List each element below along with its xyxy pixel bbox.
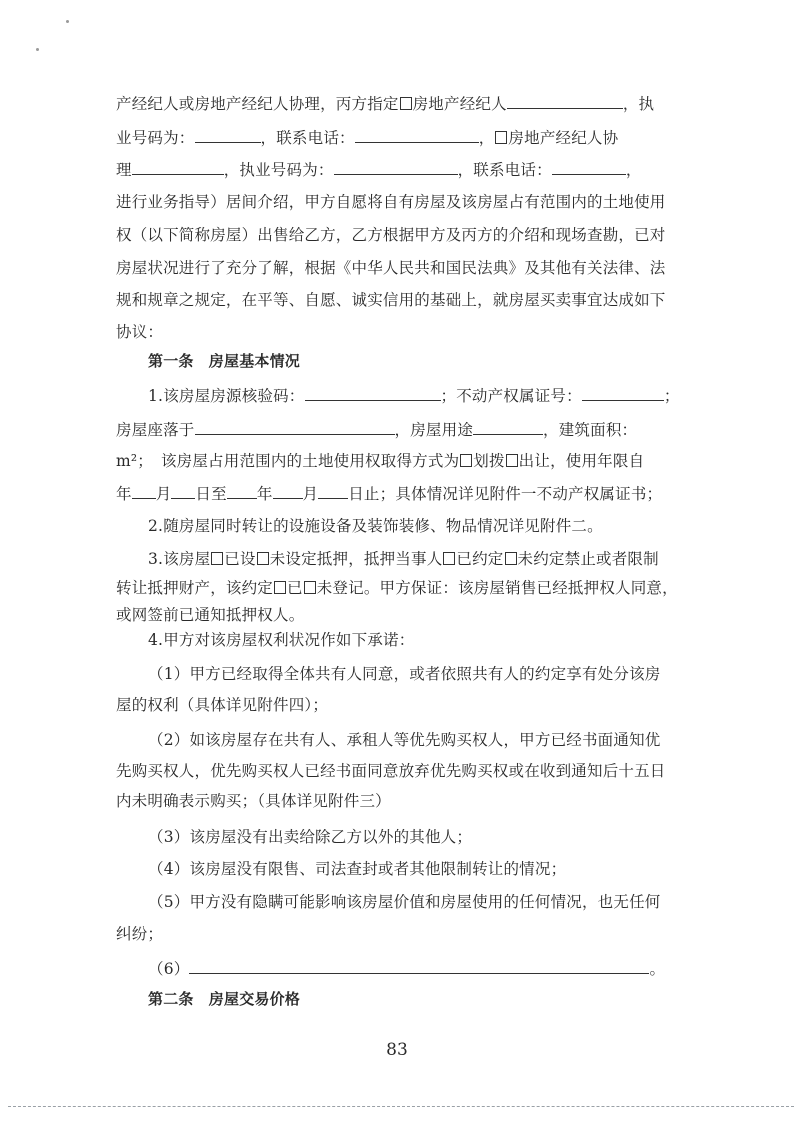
checkbox[interactable]	[304, 581, 316, 594]
checkbox[interactable]	[505, 552, 517, 565]
checkbox[interactable]	[495, 131, 507, 144]
text-line: 2.随房屋同时转让的设施设备及装饰装修、物品情况详见附件二。	[148, 517, 603, 535]
fill-blank[interactable]	[355, 126, 479, 143]
text-line: （4）该房屋没有限售、司法查封或者其他限制转让的情况；	[148, 860, 567, 878]
fill-blank[interactable]	[273, 482, 303, 499]
article-heading: 第二条 房屋交易价格	[148, 990, 301, 1008]
fill-blank[interactable]	[189, 957, 649, 974]
text-line: 年 月 日至 年 月 日止；具体情况详见附件一不动产权属证书；	[116, 482, 676, 504]
checkbox[interactable]	[211, 552, 223, 565]
scan-speck	[36, 48, 39, 51]
checkbox[interactable]	[506, 454, 518, 467]
fill-blank[interactable]	[473, 418, 543, 435]
text-line: 屋的权利（具体详见附件四）；	[116, 696, 329, 714]
text-line: 先购买权人，优先购买权人已经书面同意放弃优先购买权或在收到通知后十五日	[116, 762, 666, 780]
text-line: 权（以下简称房屋）出售给乙方，乙方根据甲方及丙方的介绍和现场查勘，已对	[116, 226, 666, 244]
text-line: （2）如该房屋存在共有人、承租人等优先购买权人，甲方已经书面通知优	[148, 731, 661, 749]
text-line: （6） 。	[148, 957, 676, 979]
fill-blank[interactable]	[318, 482, 348, 499]
fill-blank[interactable]	[305, 384, 441, 401]
text-line: 或网签前已通知抵押权人。	[116, 606, 305, 624]
text-line: 房屋状况进行了充分了解，根据《中华人民共和国民法典》及其他有关法律、法	[116, 259, 666, 277]
fill-blank[interactable]	[334, 158, 458, 175]
text-line: 业号码为： ，联系电话： ， 房地产经纪人协	[116, 126, 676, 148]
fill-blank[interactable]	[227, 482, 257, 499]
fill-blank[interactable]	[552, 158, 626, 175]
fill-blank[interactable]	[195, 418, 395, 435]
text-line: 内未明确表示购买；（具体详见附件三）	[116, 792, 391, 810]
article-heading: 第一条 房屋基本情况	[148, 352, 301, 370]
text-line: 理 ，执业号码为： ，联系电话： ，	[116, 158, 676, 180]
fill-blank[interactable]	[132, 158, 224, 175]
text-line: 房屋座落于 ，房屋用途 ，建筑面积：	[116, 418, 676, 440]
checkbox[interactable]	[443, 552, 455, 565]
text-line: 1.该房屋房源核验码： ；不动产权属证号： ；	[148, 384, 676, 406]
text-line: （3）该房屋没有出卖给除乙方以外的其他人；	[148, 828, 473, 846]
text-line: （1）甲方已经取得全体共有人同意，或者依照共有人的约定享有处分该房	[148, 665, 661, 683]
checkbox[interactable]	[257, 552, 269, 565]
text-line: 纠纷；	[116, 925, 164, 943]
text-line: 转让抵押财产，该约定 已 未登记。甲方保证：该房屋销售已经抵押权人同意，	[116, 579, 678, 597]
text-line: （5）甲方没有隐瞒可能影响该房屋价值和房屋使用的任何情况，也无任何	[148, 893, 661, 911]
checkbox[interactable]	[460, 454, 472, 467]
text-line: 规和规章之规定，在平等、自愿、诚实信用的基础上，就房屋买卖事宜达成如下	[116, 291, 666, 309]
fill-blank[interactable]	[507, 92, 623, 109]
text-line: 协议：	[116, 323, 164, 341]
fill-blank[interactable]	[132, 482, 156, 499]
text-line: 进行业务指导）居间介绍，甲方自愿将自有房屋及该房屋占有范围内的土地使用	[116, 193, 666, 211]
page-number: 83	[386, 1040, 408, 1060]
fill-blank[interactable]	[582, 384, 664, 401]
text-line: m²； 该房屋占用范围内的土地使用权取得方式为 划拨 出让，使用年限自	[116, 452, 645, 470]
text-line: 4.甲方对该房屋权利状况作如下承诺：	[148, 631, 415, 649]
fill-blank[interactable]	[195, 126, 261, 143]
text-line: 3.该房屋 已设 未设定抵押，抵押当事人 已约定 未约定禁止或者限制	[148, 550, 659, 568]
checkbox[interactable]	[400, 97, 412, 110]
text-line: 产经纪人或房地产经纪人协理，丙方指定 房地产经纪人 ，执	[116, 92, 676, 114]
fill-blank[interactable]	[171, 482, 195, 499]
scan-speck	[66, 20, 69, 23]
scan-edge-line	[8, 1106, 794, 1107]
checkbox[interactable]	[274, 581, 286, 594]
